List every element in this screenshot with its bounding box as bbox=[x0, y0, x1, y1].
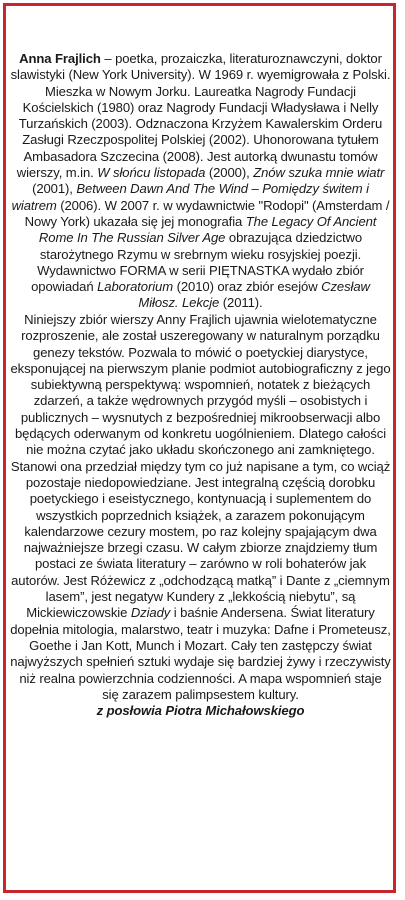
bio-text: (2010) oraz zbiór esejów bbox=[173, 279, 322, 295]
essay-text: Niniejszy zbiór wierszy Anny Frajlich ujawnia wielotematyczne rozproszenie, ale został uszeregowany w naturalnym porządku genezy tekstów. Pozwala to mówić o poetyckiej diarystyce, eksponującej na pierwszym planie podmiot autobiograficzny z jego subiektywną perspektywą: wspomnień, notatek z bieżących zdarzeń, a także wędrownych przygód myśli – osobistych i publicznych – wysnutych z bezpośredniej mikroobserwacji albo będących oderwanym od konkretu uogólnieniem. Dlatego całości nie można czytać jako układu skończonego ani zamkniętego. Stanowi ona przedział między tym co już napisane a tym, co wciąż pozostaje niedopowiedziane. Jest integralną częścią dorobku poetyckiego i eseistycznego, kontynuacją i suplementem do wszystkich poprzednich książek, a zarazem pokonującym kalendarzowe cezury mostem, po raz kolejny spajającym dwa najważniejsze brzegi czasu. W całym zbiorze znajdziemy tłum postaci ze świata literatury – zarówno w roli bohaterów jak autorów. Jest Różewicz z „odchodzącą matką” i Dante z „ciemnym lasem”, jest negatyw Kundery z „lekkością niebytu”, są Mickiewiczowskie bbox=[10, 312, 391, 621]
essay-text: i baśnie Andersena. Świat literatury dopełnia mitologia, malarstwo, teatr i muzyka: Dafne i Prometeusz, Goethe i Jan Kott, Munch i Mozart. Cały ten zastępczy świat najwyższych spełnień sztuki wydaje się bardziej żywy i rzeczywisty niż realna powierzchnia codzienności. A mapa wspomnień staje się zarazem palimpsestem kultury. bbox=[10, 605, 391, 702]
bio-text: – poetka, prozaiczka, literaturoznawczyni, doktor slawistyki (New York University). W 1969 r. wyemigrowała z Polski. Mieszka w Nowym Jorku. Laureatka Nagrody Fundacji Kościelskich (1980) oraz Nagrody Fundacji Władysława i Nelly Turzańskich (2003). Odznaczona Krzyżem Kawalerskim Orderu Zasługi Rzeczpospolitej Polskiej (2002). Uhonorowana tytułem Ambasadora Szczecina (2008). Jest autorką dwunastu tomów wierszy, m.in. bbox=[10, 51, 391, 181]
essay-paragraph bbox=[10, 312, 391, 703]
afterword-excerpt bbox=[10, 312, 391, 719]
bio-text: (2011). bbox=[219, 295, 263, 311]
book-title: The Legacy Of Ancient Rome In The Russian Silver Age bbox=[38, 213, 377, 246]
bio-text: (2000), bbox=[205, 165, 254, 181]
bio-paragraph bbox=[10, 51, 391, 312]
book-title: Between Dawn And The Wind – Pomiędzy świtem i wiatrem bbox=[11, 181, 369, 213]
author-name: Anna Frajlich bbox=[19, 51, 101, 66]
book-title: W słońcu listopada bbox=[97, 165, 206, 181]
bio-text: obrazująca dziedzictwo starożytnego Rzymu w srebrnym wieku rosyjskiej poezji. Wydawnictwo FORMA w serii PIĘTNASTKA wydało zbiór opowiadań bbox=[31, 230, 364, 295]
bio-text: (2006). W 2007 r. w wydawnictwie "Rodopi" (Amsterdam / Nowy York) ukazała się jej monografia bbox=[24, 197, 390, 229]
book-title: Laboratorium bbox=[97, 279, 174, 295]
book-title: Znów szuka mnie wiatr bbox=[253, 165, 385, 181]
work-title: Dziady bbox=[130, 605, 171, 621]
book-title: Czesław Miłosz. Lekcje bbox=[138, 279, 370, 311]
author-bio bbox=[10, 51, 391, 312]
bio-text: (2001), bbox=[32, 181, 77, 197]
signature: z posłowia Piotra Michałowskiego bbox=[96, 703, 305, 719]
